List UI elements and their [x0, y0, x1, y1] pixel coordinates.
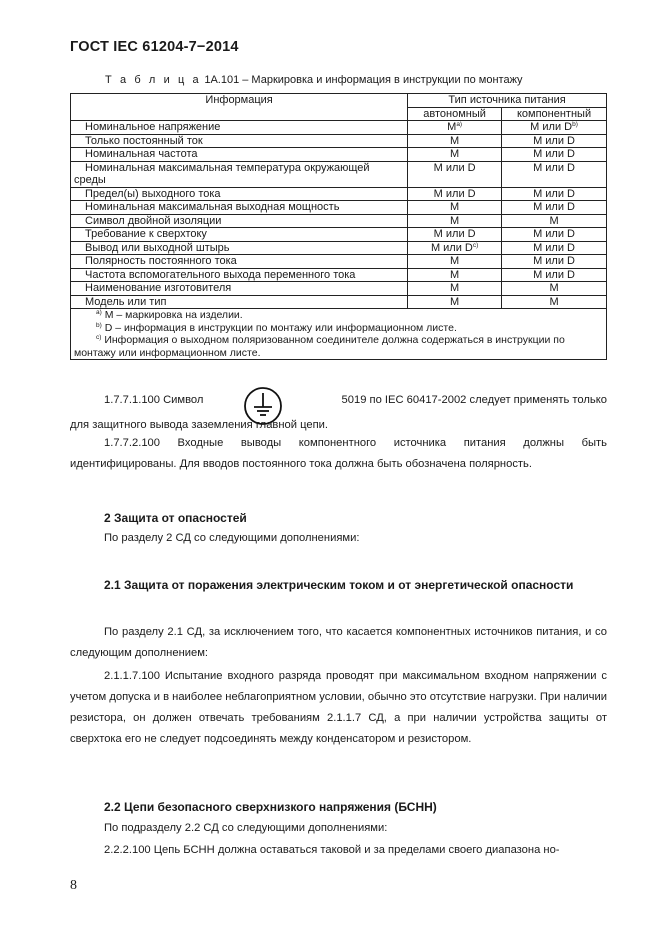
row-information-cell — [71, 201, 408, 215]
table-row — [71, 268, 607, 282]
row-standalone-cell — [408, 121, 502, 135]
row-standalone-cell — [408, 161, 502, 187]
paragraph-1-7-7-2: 1.7.7.2.100 Входные выводы компонентного источника питания должны быть идентифицированы. Для вводов постоянного тока должна быть обозначена полярность. — [70, 437, 607, 470]
table-note — [74, 334, 603, 347]
row-information-cell — [71, 148, 408, 162]
row-component-value: M — [549, 295, 559, 308]
row-standalone-value: M — [450, 148, 460, 160]
row-information-text: Полярность постоянного тока — [85, 255, 237, 267]
table-row — [71, 241, 607, 255]
row-standalone-cell — [408, 228, 502, 242]
header-power-source-type: Тип источника питания — [408, 94, 607, 108]
row-standalone-value: M — [450, 255, 460, 267]
row-component-cell — [502, 134, 607, 148]
table-row — [71, 214, 607, 228]
paragraph-section-2-intro: По разделу 2 СД со следующими дополнениями: — [104, 532, 360, 544]
row-standalone-value: M — [450, 295, 460, 308]
table-row — [71, 134, 607, 148]
row-standalone-value: M — [450, 134, 460, 147]
row-component-value: M или D — [533, 161, 575, 174]
row-standalone-cell — [408, 148, 502, 162]
row-component-cell — [502, 241, 607, 255]
row-component-value: M или D — [533, 228, 575, 240]
table-row — [71, 148, 607, 162]
footnote-marker: c) — [96, 334, 102, 341]
footnote-marker: b) — [96, 321, 102, 329]
paragraph-section-2-2-intro: По подразделу 2.2 СД со следующими дополнениями: — [104, 822, 388, 834]
table-notes — [71, 309, 607, 360]
table-notes-row — [71, 309, 607, 360]
row-information-cell — [71, 228, 408, 242]
row-standalone-cell — [408, 214, 502, 228]
row-standalone-cell — [408, 201, 502, 215]
row-standalone-value: M — [450, 214, 460, 227]
page-number: 8 — [70, 878, 77, 893]
marking-table — [70, 93, 607, 360]
row-component-cell — [502, 161, 607, 187]
table-row — [71, 187, 607, 201]
row-standalone-value: M — [450, 268, 460, 281]
row-component-value: M или D — [533, 241, 575, 254]
row-information-text: Номинальная максимальная температура окружающей — [85, 161, 370, 174]
table-caption-text: 1А.101 – Маркировка и информация в инструкции по монтажу — [201, 74, 523, 86]
table-note — [74, 309, 603, 322]
paragraph-1-7-7-1 — [104, 394, 607, 415]
table-note-text: Информация о выходном поляризованном соединителе должна содержаться в инструкции по — [101, 334, 565, 346]
row-information-text: Символ двойной изоляции — [85, 214, 222, 227]
row-component-value: M — [549, 282, 559, 294]
header-standalone: автономный — [408, 107, 502, 121]
row-component-value: M — [549, 214, 559, 227]
row-component-cell — [502, 228, 607, 242]
table-note-text: M – маркировка на изделии. — [101, 309, 243, 321]
row-component-cell — [502, 255, 607, 269]
row-standalone-value: M или D — [433, 228, 476, 240]
document-header: ГОСТ IEC 61204-7−2014 — [70, 39, 239, 55]
row-information-text: Частота вспомогательного выхода переменного тока — [85, 268, 356, 281]
row-component-cell — [502, 148, 607, 162]
row-information-text: Модель или тип — [85, 295, 167, 308]
row-standalone-value: M — [450, 282, 460, 294]
table-row — [71, 121, 607, 135]
table-row — [71, 161, 607, 187]
table-note-text: D – информация в инструкции по монтажу или информационном листе. — [101, 321, 457, 334]
table-row — [71, 201, 607, 215]
table-caption-word: Т а б л и ц а — [105, 74, 202, 86]
row-component-cell — [502, 282, 607, 296]
paragraph-1-7-7-1-end: 5019 по IEC 60417-2002 следует применять только — [341, 394, 607, 406]
row-information-cell — [71, 187, 408, 201]
paragraph-1-7-7-1-cont: для защитного вывода заземления главной цепи. — [70, 419, 329, 431]
row-standalone-cell — [408, 187, 502, 201]
table-row — [71, 255, 607, 269]
row-component-value: M или D — [533, 268, 575, 281]
paragraph-2-1-1-7-100: 2.1.1.7.100 Испытание входного разряда проводят при максимальном входном напряжении с учетом допуска и в наиболее неблагоприятном условии, обычно это отсутствие нагрузки. При наличии резистора, он должен отвечать требованиям 2.1.1.7 СД, а при наличии устройства защиты от сверхтока его не следует подсоединять между конденсатором и резистором. — [70, 670, 607, 745]
row-information-cell — [71, 255, 408, 269]
header-information: Информация — [71, 94, 408, 121]
row-standalone-value: M или D — [430, 241, 473, 254]
header-component: компонентный — [502, 107, 607, 121]
row-component-value: M или D — [533, 201, 575, 213]
row-component-cell — [502, 295, 607, 309]
row-standalone-cell — [408, 268, 502, 282]
row-component-value: M или D — [533, 148, 575, 160]
footnote-marker: a) — [96, 309, 102, 316]
row-information-text-cont: среды — [74, 174, 106, 186]
row-component-value: M или D — [533, 134, 575, 147]
row-component-value: M или D — [533, 255, 575, 267]
row-component-cell — [502, 214, 607, 228]
row-standalone-value: M — [447, 121, 457, 133]
row-information-cell — [71, 134, 408, 148]
row-standalone-value: M или D — [433, 161, 476, 174]
heading-section-2-2: 2.2 Цепи безопасного сверхнизкого напряжения (БСНН) — [104, 800, 437, 814]
row-component-cell — [502, 121, 607, 135]
row-information-cell — [71, 295, 408, 309]
row-standalone-cell — [408, 134, 502, 148]
row-standalone-value: M — [450, 201, 460, 213]
row-information-text: Только постоянный ток — [85, 134, 203, 147]
row-information-text: Требование к сверхтоку — [85, 228, 207, 240]
row-component-cell — [502, 268, 607, 282]
row-standalone-cell — [408, 295, 502, 309]
row-component-cell — [502, 201, 607, 215]
row-information-cell — [71, 282, 408, 296]
row-standalone-cell — [408, 241, 502, 255]
row-information-text: Предел(ы) выходного тока — [85, 187, 221, 200]
row-information-cell — [71, 161, 408, 187]
table-row — [71, 282, 607, 296]
row-information-text: Номинальное напряжение — [85, 121, 221, 133]
table-note — [74, 347, 603, 360]
row-standalone-value: M или D — [433, 187, 476, 200]
row-standalone-cell — [408, 282, 502, 296]
row-information-cell — [71, 214, 408, 228]
table-note-text: монтажу или информационном листе. — [74, 346, 261, 359]
table-caption — [105, 74, 523, 86]
row-information-text: Наименование изготовителя — [85, 282, 232, 294]
paragraph-2-2-2-100: 2.2.2.100 Цепь БСНН должна оставаться таковой и за пределами своего диапазона но- — [104, 844, 560, 856]
footnote-marker: b) — [572, 121, 578, 128]
row-information-text: Вывод или выходной штырь — [85, 241, 230, 254]
table-row — [71, 295, 607, 309]
heading-section-2: 2 Защита от опасностей — [104, 511, 247, 525]
row-component-value: M или D — [530, 121, 573, 133]
row-component-value: M или D — [533, 187, 575, 200]
paragraph-1-7-7-1-start: 1.7.7.1.100 Символ — [104, 394, 204, 406]
row-component-cell — [502, 187, 607, 201]
row-standalone-cell — [408, 255, 502, 269]
row-information-cell — [71, 241, 408, 255]
table-note — [74, 322, 603, 335]
heading-section-2-1: 2.1 Защита от поражения электрическим током и от энергетической опасности — [104, 578, 574, 592]
paragraph-section-2-1-intro: По разделу 2.1 СД, за исключением того, что касается компонентных источников питания, и со следующим дополнением: — [70, 626, 607, 659]
row-information-cell — [71, 268, 408, 282]
footnote-marker: a) — [456, 121, 463, 128]
row-information-text: Номинальная максимальная выходная мощность — [85, 201, 340, 213]
row-information-text: Номинальная частота — [85, 148, 198, 160]
table-row — [71, 228, 607, 242]
row-information-cell — [71, 121, 408, 135]
footnote-marker: c) — [472, 241, 479, 249]
